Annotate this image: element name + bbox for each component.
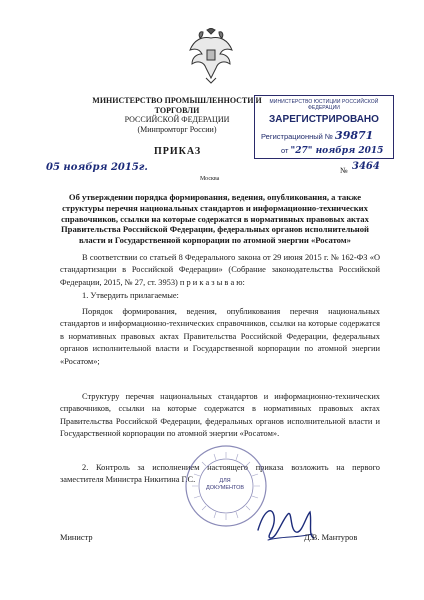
body-paragraph-2: 1. Утвердить прилагаемые: (82, 291, 179, 300)
ministry-short-name: (Минпромторг России) (137, 124, 217, 134)
body-paragraph-3: Порядок формирования, ведения, опубликования перечня национальных стандартов и информационно-технических справочников, ссылки на которые содержатся в нормативных правовых актах Правительства Российской Федерации, федеральных органов исполнительной власти и Государственной корпорации по атомной энергии «Росатом»; (60, 307, 380, 366)
order-number-label: № (340, 166, 348, 175)
stamp-date-prefix: от (281, 146, 289, 155)
order-subject: Об утверждении порядка формирования, ведения, опубликования, а также структуры перечня национальных стандартов и информационно-технических справочников, ссылки на которые содержатся в нормативных правовых актах Правительства Российской Федерации, федеральных органов исполнительной власти и Государственной корпорации по атомной энергии «Росатом» (60, 192, 370, 246)
coat-of-arms-icon (186, 28, 236, 84)
body-paragraph-4: Структуру перечня национальных стандартов и информационно-технических справочников, ссылки на которые содержатся в нормативных правовых актах Правительства Российской Федерации, федеральных органов исполнительной власти и Государственной корпорации по атомной энергии «Росатом». (60, 392, 380, 439)
stamp-reg-line (261, 129, 393, 142)
stamp-date-hand: "27" ноября 2015 (290, 146, 384, 156)
ministry-name-line1: МИНИСТЕРСТВО ПРОМЫШЛЕННОСТИ И ТОРГОВЛИ (92, 96, 262, 115)
order-date: 05 ноября 2015г. (46, 162, 148, 173)
body-paragraph-1: В соответствии со статьей 8 Федерального закона от 29 июня 2015 г. № 162-ФЗ «О стандартизации в Российской Федерации» (Собрание законодательства Российской Федерации, 2015, № 27, ст. 3953) п р и к а з ы в а ю: (60, 253, 380, 287)
stamp-date-line (281, 146, 393, 156)
body-paragraph-5: 2. Контроль за исполнением настоящего приказа возложить на первого заместителя Министра Никитина Г.С. (60, 463, 380, 485)
order-title: ПРИКАЗ (154, 146, 202, 157)
stamp-status: ЗАРЕГИСТРИРОВАНО (269, 114, 379, 125)
order-city: Москва (200, 176, 220, 182)
ministry-header (70, 96, 284, 134)
minister-name: Д.В. Мантуров (304, 533, 358, 542)
ministry-name-line2: РОССИЙСКОЙ ФЕДЕРАЦИИ (124, 115, 230, 124)
minister-position: Министр (60, 533, 93, 542)
round-stamp-text: ДЛЯ ДОКУМЕНТОВ (205, 478, 245, 491)
stamp-reg-number: 39871 (335, 129, 374, 142)
stamp-reg-label: Регистрационный № (261, 132, 333, 141)
order-number: 3464 (352, 161, 380, 172)
registration-stamp (254, 95, 394, 159)
stamp-authority: МИНИСТЕРСТВО ЮСТИЦИИ РОССИЙСКОЙ ФЕДЕРАЦИИ (269, 99, 379, 111)
